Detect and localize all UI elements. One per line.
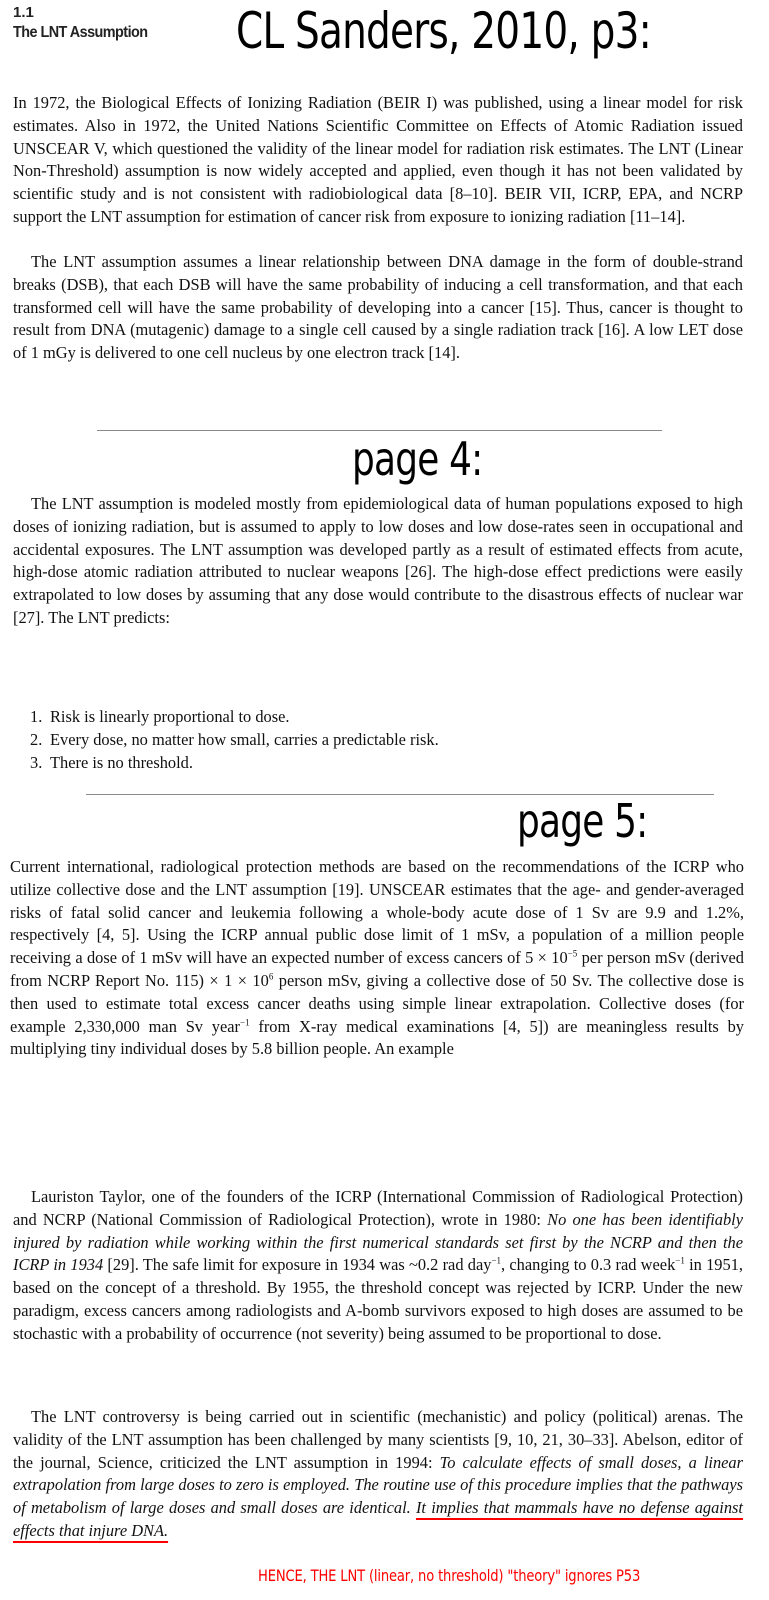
- list-item: 3. There is no threshold.: [30, 752, 193, 772]
- taylor-quote: No one has been identifiably injured by radiation while working within the first numerical standards set first by the NCRP and then the ICRP in 1934: [13, 1209, 743, 1275]
- page3-paragraph-1: In 1972, the Biological Effects of Ionizing Radiation (BEIR I) was published, using a linear model for risk estimates. Also in 1972, the United Nations Scientific Committee on Effects of Atomic Radiation issued UNSCEAR V, which questioned the validity of the linear model for radiation risk estimates. The LNT (Linear Non-Threshold) assumption is now widely accepted and applied, even though it has not been validated by scientific study and is not consistent with radiobiological data [8–10]. BEIR VII, ICRP, EPA, and NCRP support the LNT assumption for estimation of cancer risk from exposure to ionizing radiation [11–14].: [13, 93, 743, 226]
- page4-paragraph-1: The LNT assumption is modeled mostly from epidemiological data of human populations exposed to high doses of ionizing radiation, but is assumed to apply to low doses and low dose-rates seen in occupational and accidental exposures. The LNT assumption was developed partly as a result of estimated effects from acute, high-dose atomic radiation attributed to nuclear weapons [26]. The high-dose effect predictions were easily extrapolated to low doses by assuming that any dose would contribute to the disastrous effects of nuclear war [27]. The LNT predicts:: [13, 494, 743, 627]
- red-annotation: HENCE, THE LNT (linear, no threshold) "theory" ignores P53: [258, 1566, 641, 1585]
- section-title: The LNT Assumption: [13, 24, 148, 41]
- page5-label: page 5:: [517, 794, 648, 848]
- section-number: 1.1: [13, 4, 34, 21]
- underlined-highlight: It implies that mammals have no defense against effects that injure DNA.: [13, 1498, 743, 1540]
- lnt-predictions-list: [30, 706, 439, 774]
- abelson-quote: To calculate effects of small doses, a linear extrapolation from large doses to zero is employed. The routine use of this procedure implies that the pathways of metabolism of large doses and small doses are identical.: [13, 1452, 743, 1518]
- page-divider: [97, 430, 662, 431]
- page4-label: page 4:: [352, 432, 483, 486]
- list-item: 2. Every dose, no matter how small, carries a predictable risk.: [30, 729, 439, 749]
- source-citation-label: CL Sanders, 2010, p3:: [236, 2, 652, 60]
- page5-paragraph-1: Current international, radiological protection methods are based on the recommendations of the ICRP who utilize collective dose and the LNT assumption [19]. UNSCEAR estimates that the age- and gender-averaged risks of fatal solid cancer and leukemia following a whole-body acute dose of 1 Sv are 9.9 and 1.2%, respectively [4, 5]. Using the ICRP annual public dose limit of 1 mSv, a population of a million people receiving a dose of 1 mSv will have an expected number of excess cancers of $5 \times 10^{-5}$ per person mSv (derived from NCRP Report No. $115) \times 1 \times 10^6$ person mSv, giving a collective dose of 50 Sv. The collective dose is then used to estimate total excess cancer deaths using simple linear extrapolation. Collective doses (for example 2,330,000 man Sv year$^{-1}$ from X-ray medical examinations [4, 5]) are meaningless results by multiplying tiny individual doses by 5.8 billion people. An example: [10, 857, 744, 1059]
- page3-paragraph-2: The LNT assumption assumes a linear relationship between DNA damage in the form of double-strand breaks (DSB), that each DSB will have the same probability of inducing a cell transformation, and that each transformed cell will have the same probability of developing into a cancer [15]. Thus, cancer is thought to result from DNA (mutagenic) damage to a single cell caused by a single radiation track [16]. A low LET dose of 1 mGy is delivered to one cell nucleus by one electron track [14].: [13, 252, 743, 363]
- page5-paragraph-2: Lauriston Taylor, one of the founders of the ICRP (International Commission of Radiological Protection) and NCRP (National Commission of Radiological Protection), wrote in 1980: No one has been identifiably injured by radiation while working within the first numerical standards set first by the NCRP and then the ICRP in 1934 [29]. The safe limit for exposure in 1934 was ~0.2 rad day$^{-1}$, changing to 0.3 rad week$^{-1}$ in 1951, based on the concept of a threshold. By 1955, the threshold concept was rejected by ICRP. Under the new paradigm, excess cancers among radiologists and A-bomb survivors exposed to high doses are assumed to be stochastic with a probability of occurrence (not severity) being assumed to be proportional to dose.: [13, 1187, 743, 1343]
- list-item: 1. Risk is linearly proportional to dose.: [30, 707, 290, 726]
- page5-paragraph-3: The LNT controversy is being carried out in scientific (mechanistic) and policy (political) arenas. The validity of the LNT assumption has been challenged by many scientists [9, 10, 21, 30–33]. Abelson, editor of the journal, Science, criticized the LNT assumption in 1994: To calculate effects of small doses, a linear extrapolation from large doses to zero is employed. The routine use of this procedure implies that the pathways of metabolism of large doses and small doses are identical. It implies that mammals have no defense against effects that injure DNA.: [13, 1407, 743, 1540]
